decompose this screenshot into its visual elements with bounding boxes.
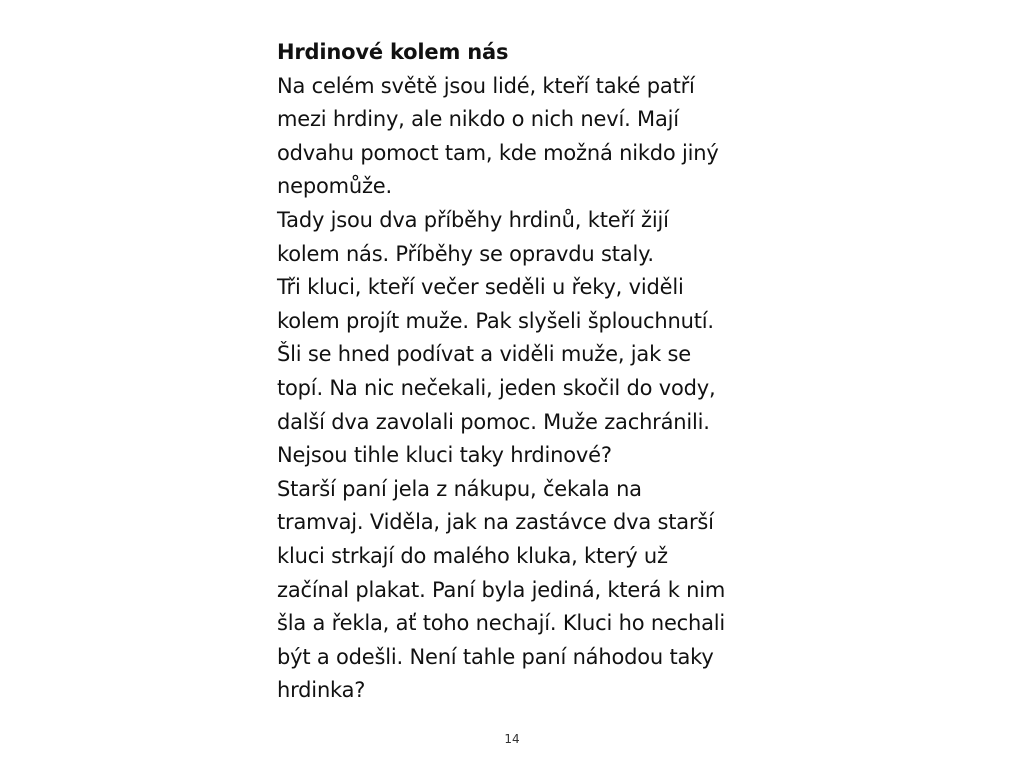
text-line: Tady jsou dva příběhy hrdinů, kteří žijí xyxy=(277,207,669,232)
text-line: Starší paní jela z nákupu, čekala na xyxy=(277,476,642,501)
text-line: šla a řekla, ať toho nechají. Kluci ho nechali xyxy=(277,611,726,636)
text-line: kolem projít muže. Pak slyšeli šplouchnutí. xyxy=(277,308,714,333)
text-line: odvahu pomoct tam, kde možná nikdo jiný xyxy=(277,140,719,165)
text-line: Tři kluci, kteří večer seděli u řeky, viděli xyxy=(277,275,684,300)
text-line: nepomůže. xyxy=(277,174,392,199)
text-line: kolem nás. Příběhy se opravdu staly. xyxy=(277,241,654,266)
page-number: 14 xyxy=(504,732,520,746)
text-line: hrdinka? xyxy=(277,678,366,703)
text-line: začínal plakat. Paní byla jediná, která k nim xyxy=(277,577,726,602)
text-line: Nejsou tihle kluci taky hrdinové? xyxy=(277,443,612,468)
text-line: Šli se hned podívat a viděli muže, jak se xyxy=(277,342,691,367)
text-line: Na celém světě jsou lidé, kteří také patří xyxy=(277,73,695,98)
text-line: kluci strkají do malého kluka, který už xyxy=(277,543,668,568)
text-block xyxy=(277,36,767,708)
text-line: tramvaj. Viděla, jak na zastávce dva starší xyxy=(277,510,714,535)
text-line: další dva zavolali pomoc. Muže zachránili. xyxy=(277,409,710,434)
text-line: mezi hrdiny, ale nikdo o nich neví. Mají xyxy=(277,107,679,132)
text-line: být a odešli. Není tahle paní náhodou taky xyxy=(277,644,714,669)
text-line: topí. Na nic nečekali, jeden skočil do vody, xyxy=(277,375,716,400)
document-title: Hrdinové kolem nás xyxy=(277,40,509,64)
